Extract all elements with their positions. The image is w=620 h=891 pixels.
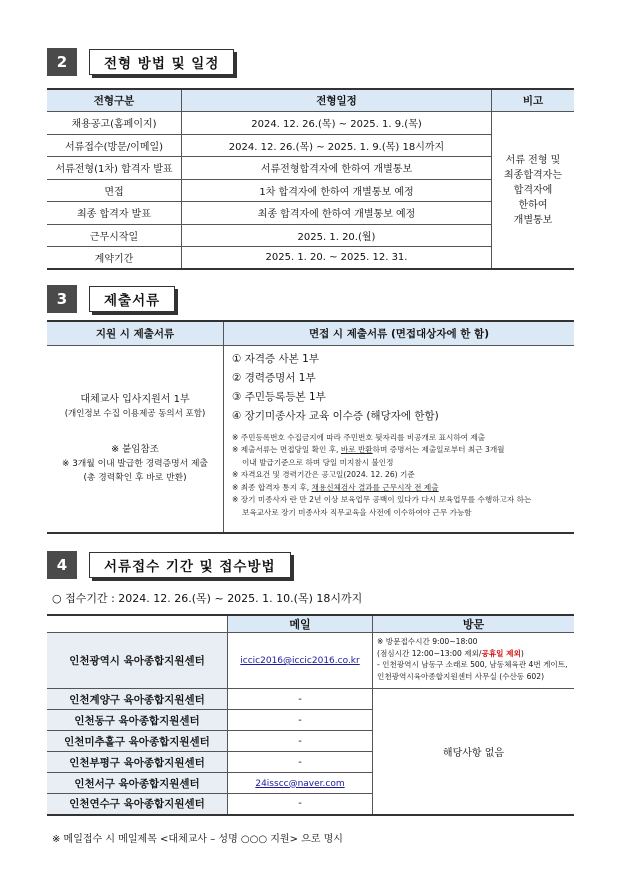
table-header-row bbox=[47, 89, 574, 112]
visit-text: ) bbox=[520, 648, 524, 658]
email-cell: - bbox=[228, 689, 373, 710]
schedule-cell: 2025. 1. 20.(월) bbox=[182, 224, 492, 247]
schedule-cell: 1차 합격자에 한하여 개별통보 예정 bbox=[182, 179, 492, 202]
schedule-cell: 최종 합격자에 한하여 개별통보 예정 bbox=[182, 202, 492, 225]
note-line: ※ 자격요건 및 경력기간은 공고일(2024. 12. 26) 기준 bbox=[232, 470, 415, 479]
center-name: 인천서구 육아종합지원센터 bbox=[47, 773, 228, 794]
interview-doc-item: ③ 주민등록등본 1부 bbox=[232, 390, 326, 403]
interview-doc-item: ② 경력증명서 1부 bbox=[232, 371, 316, 384]
stage-cell: 계약기간 bbox=[47, 247, 182, 270]
stage-cell: 서류전형(1차) 합격자 발표 bbox=[47, 157, 182, 180]
apply-doc-line: 대체교사 입사지원서 1부 bbox=[80, 393, 190, 405]
column-header bbox=[47, 615, 228, 633]
center-name: 인천계양구 육아종합지원센터 bbox=[47, 689, 228, 710]
center-name: 인천미추홀구 육아종합지원센터 bbox=[47, 731, 228, 752]
column-header: 메일 bbox=[228, 615, 373, 633]
note-cell bbox=[492, 112, 575, 270]
section-title: 전형 방법 및 일정 bbox=[89, 49, 234, 75]
note-text: ※ 제출서류는 면접당일 확인 후, bbox=[232, 445, 339, 454]
stage-cell: 근무시작일 bbox=[47, 224, 182, 247]
note-underline: 채용신체검사 결과를 근무시작 전 제출 bbox=[311, 482, 439, 492]
stage-cell: 면접 bbox=[47, 179, 182, 202]
table-row bbox=[47, 112, 574, 135]
section-title: 서류접수 기간 및 접수방법 bbox=[89, 552, 291, 578]
documents-table bbox=[47, 320, 574, 534]
doc-notes bbox=[232, 432, 570, 520]
visit-line: ※ 방문접수시간 9:00~18:00 bbox=[377, 637, 478, 646]
email-cell: - bbox=[228, 710, 373, 731]
section-number: 2 bbox=[47, 48, 77, 76]
email-cell: - bbox=[228, 731, 373, 752]
note-line: 최종합격자는 bbox=[504, 169, 562, 181]
schedule-cell: 2024. 12. 26.(목) ~ 2025. 1. 9.(목) bbox=[182, 112, 492, 135]
stage-cell: 최종 합격자 발표 bbox=[47, 202, 182, 225]
note-underline: 바로 반환 bbox=[340, 445, 373, 454]
schedule-cell: 서류전형합격자에 한하여 개별통보 bbox=[182, 157, 492, 180]
submission-table bbox=[47, 614, 574, 816]
column-header: 방문 bbox=[373, 615, 575, 633]
visit-line bbox=[377, 648, 570, 660]
table-header-row bbox=[47, 321, 574, 345]
column-header: 전형일정 bbox=[182, 89, 492, 112]
application-period: ○ 접수기간 : 2024. 12. 26.(목) ~ 2025. 1. 10.(목) 18시까지 bbox=[52, 592, 363, 605]
center-name: 인천연수구 육아종합지원센터 bbox=[47, 794, 228, 815]
note-line bbox=[232, 444, 570, 457]
email-cell: - bbox=[228, 794, 373, 815]
table-row bbox=[47, 633, 574, 689]
holiday-note: 공휴일 제외 bbox=[481, 648, 521, 658]
center-name: 인천동구 육아종합지원센터 bbox=[47, 710, 228, 731]
interview-doc-item: ① 자격증 사본 1부 bbox=[232, 352, 319, 365]
note-line: 보육교사로 장기 미종사자 직무교육을 사전에 이수하여야 근무 가능함 bbox=[242, 507, 472, 517]
visit-line: - 인천광역시 남동구 소래로 500, 남동체육관 4번 게이트, bbox=[377, 660, 568, 669]
column-header: 비고 bbox=[492, 89, 575, 112]
visit-text: (점심시간 12:00~13:00 제외/ bbox=[377, 648, 482, 658]
apply-doc-line: (개인정보 수집 이용제공 동의서 포함) bbox=[64, 408, 206, 419]
table-row bbox=[47, 345, 574, 533]
table-row bbox=[47, 689, 574, 710]
section-number: 4 bbox=[47, 551, 77, 579]
stage-cell: 서류접수(방문/이메일) bbox=[47, 134, 182, 157]
reference-note: ※ 3개월 이내 발급한 경력증명서 제출 bbox=[62, 458, 208, 469]
section-3-header bbox=[47, 285, 175, 313]
note-line: 합격자에 bbox=[513, 184, 553, 196]
visit-cell bbox=[373, 633, 575, 689]
section-2-header bbox=[47, 48, 234, 76]
section-title: 제출서류 bbox=[89, 286, 175, 312]
interview-docs-cell bbox=[224, 345, 575, 533]
email-link[interactable]: 24isscc@naver.com bbox=[255, 778, 345, 789]
schedule-cell: 2025. 1. 20. ~ 2025. 12. 31. bbox=[182, 247, 492, 270]
schedule-table bbox=[47, 88, 574, 270]
email-cell: - bbox=[228, 752, 373, 773]
mail-subject-note: ※ 메일접수 시 메일제목 <대체교사 – 성명 ○○○ 지원> 으로 명시 bbox=[52, 834, 343, 845]
reference-note: ※ 붙임참조 bbox=[111, 443, 159, 455]
email-cell bbox=[228, 773, 373, 794]
interview-doc-item: ④ 장기미종사자 교육 이수증 (해당자에 한함) bbox=[232, 409, 439, 422]
table-header-row bbox=[47, 615, 574, 633]
center-name: 인천부평구 육아종합지원센터 bbox=[47, 752, 228, 773]
note-text: 하며 증명서는 제출일로부터 최근 3개월 bbox=[372, 445, 505, 454]
note-line bbox=[232, 482, 570, 495]
note-text: ※ 최종 합격자 통지 후, bbox=[232, 482, 310, 492]
note-line: 개별통보 bbox=[513, 214, 553, 226]
reference-note: (총 경력확인 후 바로 반환) bbox=[83, 472, 187, 483]
section-number: 3 bbox=[47, 285, 77, 313]
note-line: ※ 장기 미종사자 란 만 2년 이상 보육업무 공백이 있다가 다시 보육업무를 수행하고자 하는 bbox=[232, 495, 532, 504]
column-header: 전형구분 bbox=[47, 89, 182, 112]
schedule-cell: 2024. 12. 26.(목) ~ 2025. 1. 9.(목) 18시까지 bbox=[182, 134, 492, 157]
email-cell bbox=[228, 633, 373, 689]
email-link[interactable]: iccic2016@iccic2016.co.kr bbox=[240, 656, 360, 666]
visit-line: 인천광역시육아종합지원센터 사무실 (수산동 602) bbox=[377, 671, 545, 681]
visit-none-cell: 해당사항 없음 bbox=[373, 689, 575, 815]
note-line: 이내 발급기준으로 하며 당일 미지참시 불인정 bbox=[242, 457, 394, 467]
note-line: ※ 주민등록번호 수집금지에 따라 주민번호 뒷자리를 비공개로 표시하여 제출 bbox=[232, 432, 486, 442]
note-line: 한하여 bbox=[518, 199, 548, 211]
note-line: 서류 전형 및 bbox=[505, 154, 561, 166]
column-header: 면접 시 제출서류 (면접대상자에 한 함) bbox=[224, 321, 575, 345]
section-4-header bbox=[47, 551, 291, 579]
column-header: 지원 시 제출서류 bbox=[47, 321, 224, 345]
stage-cell: 채용공고(홈페이지) bbox=[47, 112, 182, 135]
center-name: 인천광역시 육아종합지원센터 bbox=[47, 633, 228, 689]
apply-docs-cell bbox=[47, 345, 224, 533]
